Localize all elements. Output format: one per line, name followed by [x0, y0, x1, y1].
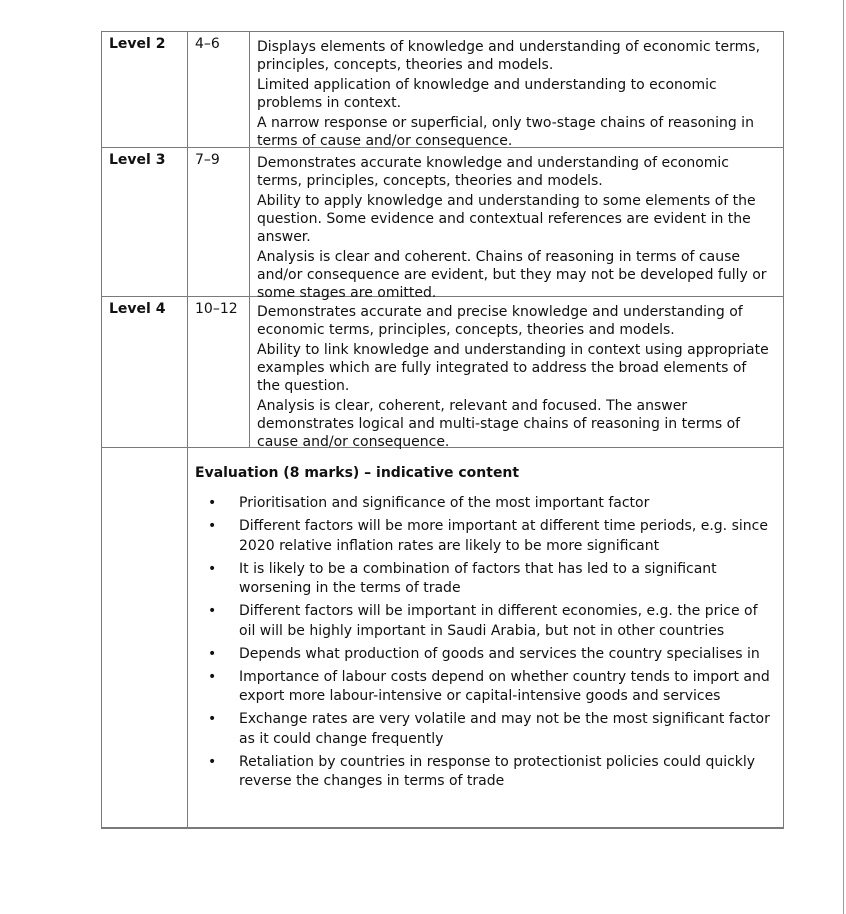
- descriptor-text: Demonstrates accurate knowledge and understanding of economic terms, principles, concepts, theories and models.: [257, 155, 730, 189]
- evaluation-row: [102, 448, 783, 827]
- evaluation-heading: Evaluation (8 marks) – indicative content: [195, 465, 520, 481]
- descriptor-text: Analysis is clear and coherent. Chains of reasoning in terms of cause and/or consequence are evident, but they may not be developed fully or some stages are omitted.: [257, 249, 767, 301]
- bullet-icon: •: [208, 518, 217, 534]
- level-row: [102, 297, 783, 448]
- mark-range: 4–6: [188, 32, 250, 147]
- level-label: Level 3: [102, 148, 188, 296]
- descriptor-text: Ability to apply knowledge and understanding to some elements of the question. Some evidence and contextual references are evident in the answer.: [257, 193, 756, 245]
- list-item: • Different factors will be more important at different time periods, e.g. since 2020 relative inflation rates are likely to be more significant: [208, 518, 768, 554]
- bullet-icon: •: [208, 668, 217, 685]
- list-item: • Importance of labour costs depend on whether country tends to import and export more labour-intensive or capital-intensive goods and services: [208, 668, 770, 704]
- level-label: Level 2: [102, 32, 188, 147]
- bullet-icon: •: [208, 560, 217, 577]
- bullet-icon: •: [208, 711, 217, 727]
- bullet-icon: •: [208, 495, 217, 511]
- bullet-icon: •: [208, 753, 217, 770]
- level-row: [102, 148, 783, 301]
- empty-label-cell: [102, 448, 188, 827]
- level-descriptors: [250, 148, 783, 301]
- list-item: • Different factors will be important in different economies, e.g. the price of oil will be highly important in Saudi Arabia, but not in other countries: [208, 603, 758, 639]
- evaluation-points: [195, 494, 773, 792]
- list-item: • It is likely to be a combination of factors that has led to a significant worsening in the terms of trade: [208, 560, 717, 596]
- descriptor-text: A narrow response or superficial, only two-stage chains of reasoning in terms of cause and/or consequence.: [257, 115, 754, 149]
- descriptor-text: Limited application of knowledge and understanding to economic problems in context.: [257, 77, 717, 111]
- list-item: • Depends what production of goods and services the country specialises in: [195, 645, 773, 665]
- descriptor-text: Analysis is clear, coherent, relevant and focused. The answer demonstrates logical and multi-stage chains of reasoning in terms of cause and/or consequence.: [257, 398, 741, 450]
- list-item: • Retaliation by countries in response to protectionist policies could quickly reverse the changes in terms of trade: [208, 753, 756, 789]
- level-row: [102, 32, 783, 148]
- mark-scheme-table: [101, 31, 784, 829]
- evaluation-content: [188, 448, 783, 827]
- list-item: • Exchange rates are very volatile and may not be the most significant factor as it could change frequently: [208, 711, 770, 747]
- descriptor-text: Demonstrates accurate and precise knowledge and understanding of economic terms, principles, concepts, theories and models.: [257, 304, 743, 338]
- level-label: Level 4: [102, 297, 188, 447]
- descriptor-text: Displays elements of knowledge and understanding of economic terms, principles, concepts, theories and models.: [257, 39, 761, 73]
- descriptor-text: Ability to link knowledge and understanding in context using appropriate examples which are fully integrated to address the broad elements of the question.: [257, 342, 769, 394]
- bullet-icon: •: [208, 645, 217, 662]
- list-item: • Prioritisation and significance of the most important factor: [195, 494, 773, 514]
- level-descriptors: [250, 32, 783, 147]
- mark-range: 10–12: [188, 297, 250, 447]
- bullet-icon: •: [208, 603, 217, 619]
- mark-range: 7–9: [188, 148, 250, 296]
- page-edge: [843, 0, 844, 914]
- level-descriptors: [250, 297, 783, 450]
